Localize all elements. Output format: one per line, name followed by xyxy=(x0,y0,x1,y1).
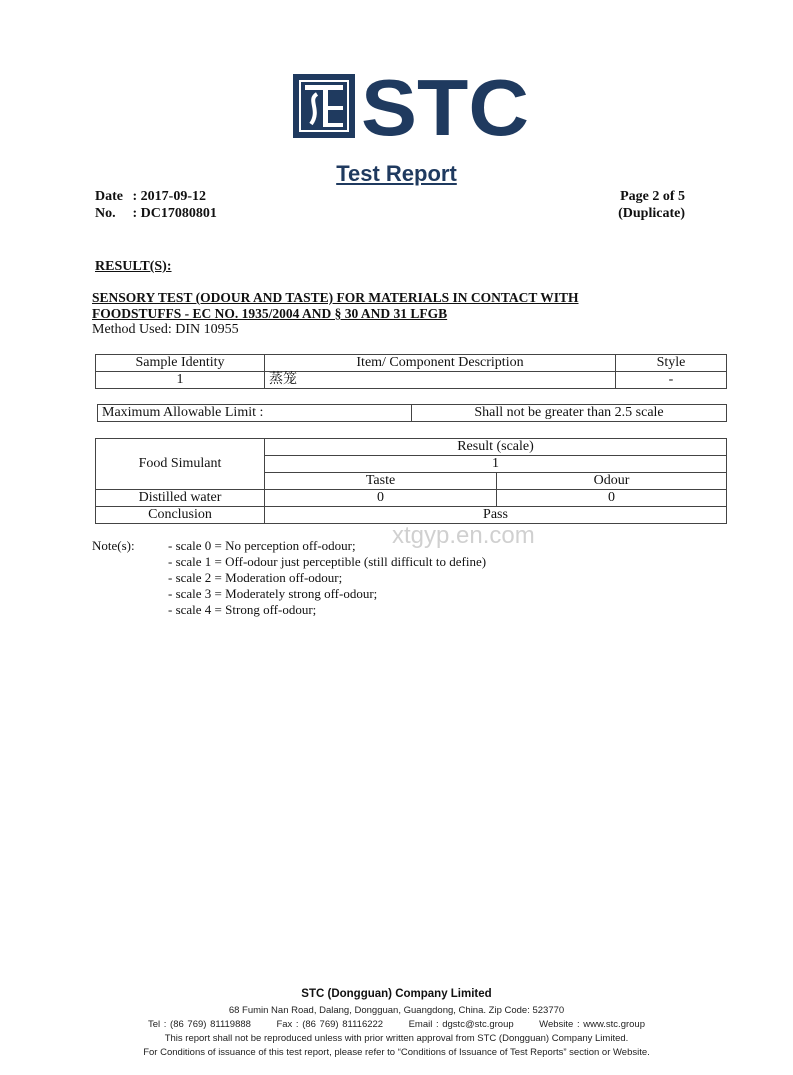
header-style: Style xyxy=(616,355,727,372)
header-description: Item/ Component Description xyxy=(265,355,616,372)
date-line: Date : 2017-09-12 xyxy=(95,189,206,204)
footer-company: STC (Dongguan) Company Limited xyxy=(301,988,492,1000)
cell-odour-value: 0 xyxy=(497,490,727,507)
notes-label: Note(s): xyxy=(92,538,135,553)
header-taste: Taste xyxy=(265,473,497,490)
cell-simulant: Distilled water xyxy=(96,490,265,507)
test-title-1: SENSORY TEST (ODOUR AND TASTE) FOR MATERIALS IN CONTACT WITH xyxy=(92,290,579,305)
header-sample-identity: Sample Identity xyxy=(96,355,265,372)
limit-table xyxy=(97,404,727,422)
note-item: - scale 2 = Moderation off-odour; xyxy=(168,570,343,585)
duplicate-label: (Duplicate) xyxy=(618,206,685,221)
page-title: Test Report xyxy=(336,161,457,186)
sample-table xyxy=(95,354,727,389)
header-odour: Odour xyxy=(497,473,727,490)
footer-reproduction-notice: This report shall not be reproduced unless with prior written approval from STC (Dongguan) Company Limited. xyxy=(164,1033,629,1044)
note-item: - scale 4 = Strong off-odour; xyxy=(168,602,317,617)
footer-address: 68 Fumin Nan Road, Dalang, Dongguan, Guangdong, China. Zip Code: 523770 xyxy=(228,1005,565,1016)
note-item: - scale 1 = Off-odour just perceptible (still difficult to define) xyxy=(168,554,487,569)
conclusion-value: Pass xyxy=(265,507,727,524)
limit-label: Maximum Allowable Limit : xyxy=(98,405,412,422)
footer-website: Website : www.stc.group xyxy=(539,1019,645,1030)
header-sample-number: 1 xyxy=(265,456,727,473)
footer-conditions-notice: For Conditions of issuance of this test report, please refer to “Conditions of Issuance of Test Reports” section or Website. xyxy=(143,1047,650,1058)
note-item: - scale 3 = Moderately strong off-odour; xyxy=(168,586,378,601)
header-result-scale: Result (scale) xyxy=(265,439,727,456)
stc-logo xyxy=(293,74,531,138)
note-item: - scale 0 = No perception off-odour; xyxy=(168,538,356,553)
header-food-simulant: Food Simulant xyxy=(96,439,265,490)
notes xyxy=(92,538,588,618)
report-number-line: No. : DC17080801 xyxy=(95,206,217,221)
method-used: Method Used: DIN 10955 xyxy=(92,322,239,337)
limit-value: Shall not be greater than 2.5 scale xyxy=(412,405,727,422)
footer-email: Email : dgstc@stc.group xyxy=(408,1019,514,1030)
conclusion-label: Conclusion xyxy=(96,507,265,524)
footer-fax: Fax : (86 769) 81116222 xyxy=(276,1019,384,1030)
cell-taste-value: 0 xyxy=(265,490,497,507)
cell-sample-id: 1 xyxy=(96,372,265,389)
test-title-2: FOODSTUFFS - EC NO. 1935/2004 AND § 30 AND 31 LFGB xyxy=(92,306,448,321)
results-heading: RESULT(S): xyxy=(95,259,172,274)
cell-description: 蒸笼 xyxy=(265,372,616,389)
page-number: Page 2 of 5 xyxy=(620,189,685,204)
result-table xyxy=(95,438,727,524)
footer-contacts xyxy=(0,1019,793,1030)
watermark: xtgyp.en.com xyxy=(392,522,535,549)
svg-text:STC: STC xyxy=(361,74,529,138)
cell-style: - xyxy=(616,372,727,389)
footer-tel: Tel : (86 769) 81119888 xyxy=(148,1019,251,1030)
